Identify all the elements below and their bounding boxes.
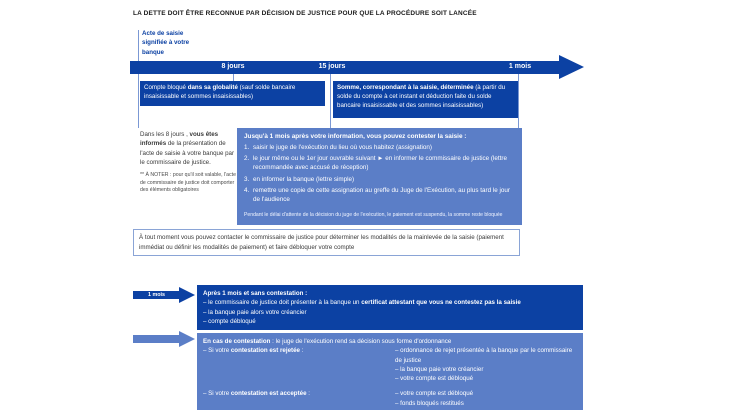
step-text: le jour même ou le 1er jour ouvrable suivant ► en informer le commissaire de justice (lettre recommandée avec accusé de réception) (253, 155, 508, 172)
contestation-accepted-row (203, 389, 577, 408)
timeline-arrowhead-icon (559, 55, 584, 79)
after-one-month-bullet: – compte débloqué (203, 317, 256, 325)
after-one-month-box (197, 285, 583, 330)
accepted-label: – Si votre contestation est acceptée : (203, 390, 310, 398)
contestation-rejected-row (203, 346, 577, 383)
contest-footnote: Pendant le délai d'attente de la décision du juge de l'exécution, le paiement est suspendu, la somme reste bloquée (244, 211, 503, 218)
timeline-dropline-1-mois (518, 74, 519, 128)
step-number: 4. (244, 187, 250, 195)
rejected-item: – ordonnance de rejet présentée à la banque par le commissaire de justice (395, 347, 573, 364)
step-number: 3. (244, 175, 250, 183)
step-number: 1. (244, 143, 250, 151)
page-title: LA DETTE DOIT ÊTRE RECONNUE PAR DÉCISION DE JUSTICE POUR QUE LA PROCÉDURE SOIT LANCÉE (133, 10, 477, 17)
rejected-label: – Si votre contestation est rejetée : (203, 347, 304, 355)
after-one-month-bullet: – la banque paie alors votre créancier (203, 308, 307, 316)
tick-label-8-jours: 8 jours (221, 63, 245, 70)
tick-label-1-mois: 1 mois (508, 63, 532, 70)
legal-note: ** À NOTER : pour qu'il soit valable, l'acte de commissaire de justice doit comporter des éléments obligatoires (140, 172, 236, 194)
step-text: saisir le juge de l'exécution du lieu où vous habitez (assignation) (253, 143, 433, 151)
contest-heading: Jusqu'à 1 mois après votre information, vous pouvez contester la saisie : (244, 133, 467, 140)
after-one-month-heading: Après 1 mois et sans contestation : (203, 290, 308, 297)
rejected-item: – la banque paie votre créancier (395, 365, 484, 373)
contestation-arrowhead-icon (179, 331, 195, 347)
contest-step-1 (244, 144, 515, 153)
anytime-contact-box: À tout moment vous pouvez contacter le commissaire de justice pour déterminer les modalités de la mainlevée de la saisie (paiement immédiat ou définir les modalités de paiement) et faire débloquer votre compte (133, 229, 520, 256)
step-text: remettre une copie de cette assignation au greffe du Juge de l'Exécution, au plus tard le jour de l'audience (253, 187, 510, 204)
accepted-items (395, 389, 577, 408)
contestation-heading: En cas de contestation : le juge de l'exécution rend sa décision sous forme d'ordonnance (203, 338, 452, 345)
accepted-item: – votre compte est débloqué (395, 390, 474, 398)
tick-label-15-jours: 15 jours (318, 63, 346, 70)
step-text: en informer la banque (lettre simple) (253, 175, 355, 183)
rejected-items (395, 346, 577, 383)
timeline-dropline-start (138, 30, 139, 128)
contestation-arrow (133, 335, 180, 343)
contestation-box (197, 333, 583, 410)
notification-paragraph: Dans les 8 jours , vous êtes informés de la présentation de l'acte de saisie à votre banque par le commissaire de justice. (140, 131, 235, 166)
amount-determined-box: Somme, correspondant à la saisie, déterminée (à partir du solde du compte à cet instant et déduction faite du solde bancaire insaisissable et des sommes insaisissables) (333, 81, 518, 118)
accepted-item: – fonds bloqués restitués (395, 399, 464, 407)
rejected-item: – votre compte est débloqué (395, 375, 474, 383)
contest-period-box (237, 128, 522, 225)
start-event-label: Acte de saisie signifiée à votre banque (142, 30, 190, 56)
after-one-month-bullet: – le commissaire de justice doit présenter à la banque un certificat attestant que vous ne contestez pas la saisie (203, 299, 521, 307)
contest-step-2 (244, 155, 515, 173)
contest-step-4 (244, 187, 515, 205)
notification-block (140, 130, 239, 195)
timeline-dropline-15-jours (330, 74, 331, 128)
contest-step-3 (244, 176, 515, 185)
one-month-arrowhead-icon (179, 287, 195, 303)
account-blocked-box: Compte bloqué dans sa globalité (sauf solde bancaire insaisissable et sommes insaisissables) (140, 81, 325, 106)
one-month-arrow-label: 1 mois (147, 292, 166, 298)
step-number: 2. (244, 155, 250, 163)
